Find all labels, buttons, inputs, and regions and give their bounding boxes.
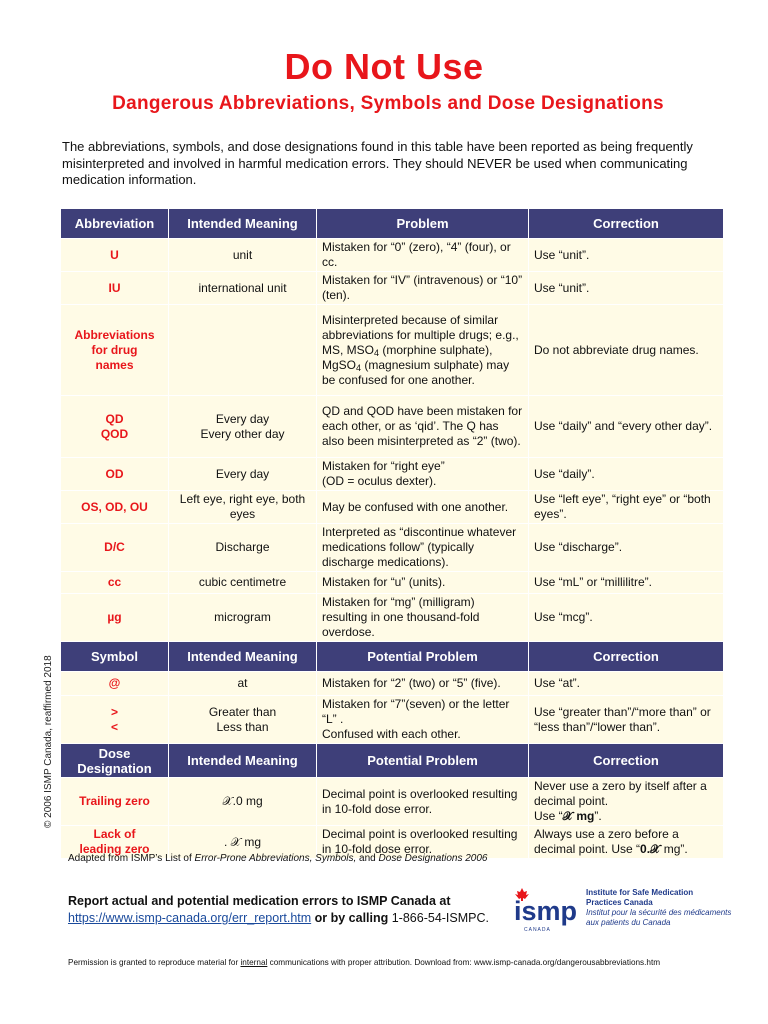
- table-row: [61, 272, 724, 305]
- header-intended-meaning: Intended Meaning: [169, 209, 317, 239]
- meaning-cell: Greater than Less than: [169, 696, 317, 744]
- correction-cell: Use “discharge”.: [529, 524, 724, 572]
- correction-cell: Use “daily”.: [529, 458, 724, 491]
- intro-text: The abbreviations, symbols, and dose designations found in this table have been reported as being frequently misinterpreted and involved in harmful medication errors. They should NEVER be used when communicating medication information.: [62, 139, 693, 187]
- permission-note: Permission is granted to reproduce material for internal communications with proper attribution. Download from: www.ismp-canada.org/dangerousabbreviations.htm: [68, 958, 661, 967]
- problem-cell: Decimal point is overlooked resulting in 10-fold dose error.: [317, 778, 529, 826]
- header-symbol: Symbol: [61, 642, 169, 672]
- page-subtitle: Dangerous Abbreviations, Symbols and Dose Designations: [112, 93, 664, 114]
- header-intended-meaning: Intended Meaning: [169, 744, 317, 778]
- problem-cell: Mistaken for “u” (units).: [317, 572, 529, 594]
- meaning-cell: microgram: [169, 594, 317, 642]
- table-row: [61, 572, 724, 594]
- correction-cell: Use “greater than”/“more than” or “less than”/“lower than”.: [529, 696, 724, 744]
- problem-cell: QD and QOD have been mistaken for each other, or as ‘qid’. The Q has also been misinterpreted as “2” (two).: [317, 396, 529, 458]
- svg-text:CANADA: CANADA: [524, 927, 551, 933]
- table-row: [61, 778, 724, 826]
- header-abbreviation: Abbreviation: [61, 209, 169, 239]
- table-row: [61, 239, 724, 272]
- problem-cell: Mistaken for “IV” (intravenous) or “10” (ten).: [317, 272, 529, 305]
- problem-cell: Mistaken for “right eye” (OD = oculus dexter).: [317, 458, 529, 491]
- abbreviations-table: [60, 208, 724, 859]
- meaning-cell: Discharge: [169, 524, 317, 572]
- correction-cell: Use “mcg”.: [529, 594, 724, 642]
- table-row: [61, 594, 724, 642]
- meaning-cell: cubic centimetre: [169, 572, 317, 594]
- problem-cell: Mistaken for “2” (two) or “5” (five).: [317, 672, 529, 696]
- report-link[interactable]: https://www.ismp-canada.org/err_report.htm: [68, 911, 312, 925]
- report-notice: Report actual and potential medication errors to ISMP Canada at https://www.ismp-canada.org/err_report.htm or by calling 1-866-54-ISMPC.: [68, 894, 489, 925]
- abbr-cell: IU: [61, 272, 169, 305]
- abbr-cell: > <: [61, 696, 169, 744]
- correction-cell: Use “daily” and “every other day”.: [529, 396, 724, 458]
- abbr-cell: Trailing zero: [61, 778, 169, 826]
- correction-cell: Use “at”.: [529, 672, 724, 696]
- problem-cell: Interpreted as “discontinue whatever medications follow” (typically discharge medications).: [317, 524, 529, 572]
- problem-cell: May be confused with one another.: [317, 491, 529, 524]
- correction-cell: Use “unit”.: [529, 272, 724, 305]
- header-potential-problem: Potential Problem: [317, 744, 529, 778]
- problem-cell: Misinterpreted because of similar abbreviations for multiple drugs; e.g., MS, $MSO_4$ (morphine sulphate), MgSO$_4$ (magnesium sulphate) may be confused for one another.: [317, 305, 529, 396]
- table-row: [61, 396, 724, 458]
- table-row: [61, 305, 724, 396]
- table-row: [61, 672, 724, 696]
- meaning-cell: Every day Every other day: [169, 396, 317, 458]
- correction-cell: Use “unit”.: [529, 239, 724, 272]
- table-header-symbols: [61, 642, 724, 672]
- meaning-cell: [169, 305, 317, 396]
- table-row: [61, 458, 724, 491]
- table-header-abbreviations: [61, 209, 724, 239]
- meaning-cell: 𝒳.0 mg: [169, 778, 317, 826]
- table-row: [61, 696, 724, 744]
- header-correction: Correction: [529, 642, 724, 672]
- abbr-cell: U: [61, 239, 169, 272]
- abbr-cell: Abbreviations for drug names: [61, 305, 169, 396]
- abbr-cell: D/C: [61, 524, 169, 572]
- meaning-cell: at: [169, 672, 317, 696]
- correction-cell: Never use a zero by itself after a decimal point. Use “𝒳 mg”.: [529, 778, 724, 826]
- abbr-cell: QD QOD: [61, 396, 169, 458]
- header-potential-problem: Potential Problem: [317, 642, 529, 672]
- correction-cell: Use “mL” or “millilitre”.: [529, 572, 724, 594]
- abbr-cell: @: [61, 672, 169, 696]
- abbr-cell: Lack of leading zero: [61, 826, 169, 859]
- table-row: [61, 491, 724, 524]
- problem-cell: Decimal point is overlooked resulting in 10-fold dose error.: [317, 826, 529, 859]
- table-header-dose: [61, 744, 724, 778]
- meaning-cell: unit: [169, 239, 317, 272]
- logo-text: Institute for Safe Medication Practices Canada Institut pour la sécurité des médicaments aux patients du Canada: [586, 888, 732, 927]
- correction-cell: Always use a zero before a decimal point. Use “0.𝒳 mg”.: [529, 826, 724, 859]
- abbr-cell: µg: [61, 594, 169, 642]
- header-intended-meaning: Intended Meaning: [169, 642, 317, 672]
- abbr-cell: OS, OD, OU: [61, 491, 169, 524]
- meaning-cell: Left eye, right eye, both eyes: [169, 491, 317, 524]
- page-title: Do Not Use: [284, 46, 484, 87]
- header-correction: Correction: [529, 209, 724, 239]
- problem-cell: Mistaken for “mg” (milligram) resulting in one thousand-fold overdose.: [317, 594, 529, 642]
- meaning-cell: . 𝒳 mg: [169, 826, 317, 859]
- correction-cell: Do not abbreviate drug names.: [529, 305, 724, 396]
- table-row: [61, 524, 724, 572]
- abbr-cell: OD: [61, 458, 169, 491]
- correction-cell: Use “left eye”, “right eye” or “both eyes”.: [529, 491, 724, 524]
- meaning-cell: international unit: [169, 272, 317, 305]
- svg-text:ismp: ismp: [514, 896, 578, 926]
- abbr-cell: cc: [61, 572, 169, 594]
- header-dose-designation: Dose Designation: [61, 744, 169, 778]
- adapted-note: Adapted from ISMP’s List of Error-Prone Abbreviations, Symbols, and Dose Designations 2006: [68, 853, 488, 864]
- header-problem: Problem: [317, 209, 529, 239]
- problem-cell: Mistaken for “7”(seven) or the letter “L” . Confused with each other.: [317, 696, 529, 744]
- meaning-cell: Every day: [169, 458, 317, 491]
- problem-cell: Mistaken for “0” (zero), “4” (four), or cc.: [317, 239, 529, 272]
- copyright-sidebar: © 2006 ISMP Canada, reaffirmed 2018: [43, 655, 54, 828]
- header-correction: Correction: [529, 744, 724, 778]
